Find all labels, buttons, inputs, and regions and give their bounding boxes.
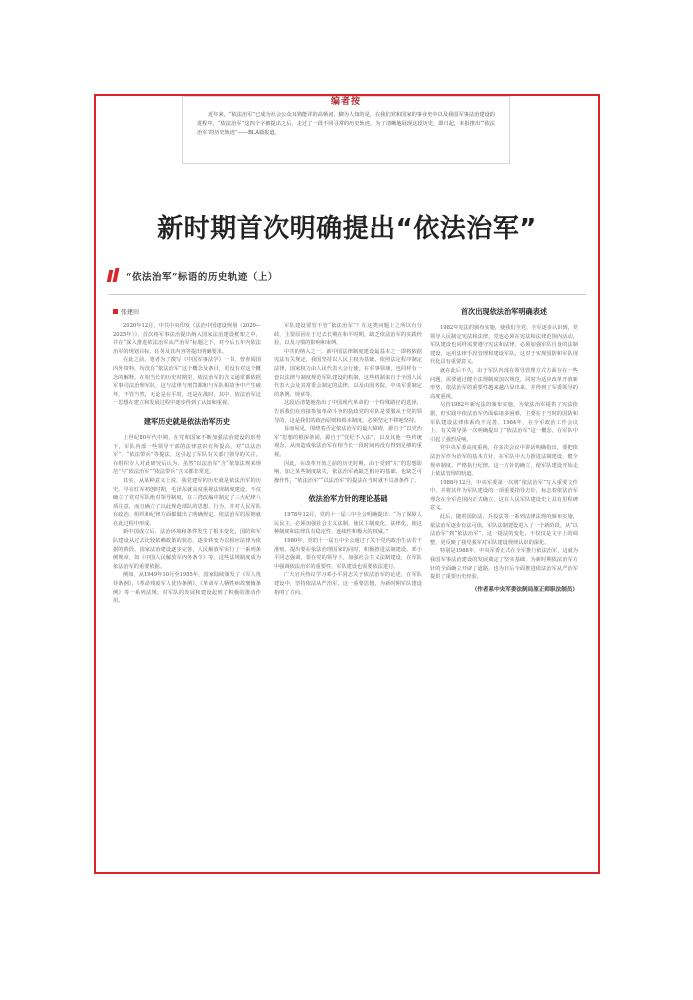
- paragraph: 此后，随着国防法、兵役法等一系列法律法规的颁布实施，依法治军逐步有法可依，军队法制建设进入了一个新阶段。从“以法治军”到“依法治军”，这一提法的变化，不仅仅是文字上的调整，更反映了我党我军对军队建设规律认识的深化。: [430, 514, 578, 546]
- paragraph: 军队建设要管不管“依法治军”？在这类问题上之所以有分歧，主要原因在于过去长期在和平时期，缺乏依法治军的实践经验，以及习惯的影响和束缚。: [274, 323, 422, 347]
- paragraph: 1982年宪法的颁布实施，使我们全党、全军逐步认识到，党领导人民制定宪法和法律，党也必须在宪法和法律范围内活动。军队建设也同样需要遵守宪法和法律，必须加强军队自身的法制建设，运用法律手段管理和建设军队，这对于实现国防和军队现代化具有重要意义。: [430, 325, 578, 366]
- paragraph: 就在此后不久，由于军队内部在领导管理方式方面存在一些问题，需要通过健全法规制度加以规范，同时为适应改革开放新形势，依法治军的重要性越来越凸显出来，并得到了军委领导的高度重视。: [430, 367, 578, 400]
- series-mark-icon: [108, 268, 122, 284]
- divider: [108, 294, 586, 295]
- byline: [113, 307, 139, 316]
- column-3: [430, 307, 578, 852]
- section-heading: 建军历史就是依法治军历史: [143, 416, 231, 426]
- series-title-row: [108, 268, 278, 284]
- editor-note-label: 编者按: [330, 97, 362, 107]
- paragraph: 这段话清楚地指出了中国现代革命的一个特殊路径的选择，告诉我们在直接参加革命斗争的执政党的军队是要服从于党的领导的，这是我们的政治原则和根本制度，必须坚定不移地坚持。: [274, 400, 422, 424]
- section-heading: 依法治军方针的理论基础: [308, 494, 388, 504]
- paragraph: 党中央军委高度重视，在多次会议中讲话明确指出，要把依法治军作为治军的基本方针，在军队中大力推进法制建设，健全规章制度，严格执行纪律。这一方针的确立，使军队建设开始走上依法管理的轨道。: [430, 445, 578, 478]
- byline-marker-icon: [113, 309, 118, 314]
- column-2: [274, 322, 422, 852]
- paragraph: 广大官兵热议学习邓小平同志关于依法治军的论述，在军队建设中，坚持依法从严治军，这一重要思想，为新时期军队建设指明了方向。: [274, 572, 422, 596]
- paragraph: 尽管1982年新宪法的颁布实施，为依法治军提供了宪法依据，但实践中依法治军仍面临诸多困难，主要在于当时的国防和军队建设法律体系尚不完善。1984年，在全军政治工作会议上，有关领导第一次明确提出了“依法治军”这一概念，在军队中引起了强烈反响。: [430, 402, 578, 443]
- paragraph: 例如，从1949年10月至1955年，国家陆续颁发了《军人优待条例》、《革命残废军人优待条例》、《革命军人牺牲病故褒恤条例》等一系列法规，对军队的发展和建设起到了积极的推动作用。: [113, 572, 261, 605]
- section-heading: 首次出现依法治军明确表述: [460, 307, 548, 316]
- paragraph: 新中国成立后，法治环境和条件发生了根本变化，国防和军队建设从过去比较依赖政策的状态，逐步转变为以相应法律为依据的阶段。国家法治建设逐步完善，人民解放军实行了一系列条例规章，如《中国人民解放军内务条令》等。这些法规制度成为依法治军的重要依据。: [113, 529, 261, 570]
- paragraph: 其实，从某种意义上说，我党建军的历史就是依法治军的历史。早在红军初创时期，毛泽东就高度重视法规制度建设，不仅确立了党对军队绝对领导制度，在三湾改编中制定了三大纪律八项注意，而且确立了以此规范部队的思想、行为，并对人民军队在政治、组织和纪律方面都做出了明确规定。依法治军的原则就在此过程中形成。: [113, 477, 261, 527]
- paragraph: 在此之前，笔者为了撰写《中国军事法学》一书，曾查阅国内外资料，均没有“依法治军”这个概念及条目，更没有对这个概念的解释。在相当长的历史时期里，依法治军的含义通常都依据军事司法治理军队，这与法律与刑罚都和与军队相故争中产生破坏，不管当然，无论是在平时，还是在战时，其中，依法治军这一思想在建立和发展过程中逐步得到了认知和重视。: [113, 357, 261, 407]
- paragraph: 1978年12月，党的十一届三中全会明确提出：“为了保障人民民主，必须加强社会主义法制，使民主制度化、法律化，使这种制度和法律具有稳定性、连续性和极大的权威。”: [274, 512, 422, 536]
- paragraph: 显而易见，围绕着否定依法治军的最大障碍，源自于“以党治军”思想的根深蒂固，源自于“党纪不入法”，以及其他一些传统观念，从而造成依法治军在相当长一段时间内没有得到足够的重视。: [274, 426, 422, 458]
- editor-note-box: [182, 96, 510, 164]
- author-name: 张建田: [121, 309, 140, 316]
- paragraph: 2020年12月，中共中央印发《法治中国建设规划（2020—2025年）》，首次将军事法治提出纳入国家法治建设框架之中，并在“深入推进依法治军从严治军”标题之下，对今后五年内依法治军的规划目标、任务及其内容等提出明确要求。: [113, 323, 261, 355]
- column-1: [113, 322, 261, 852]
- paragraph: 因此，在改革开放之前的历史时期，由于受到“左”的思想影响，加之某些制度缺失，依法治军就缺乏相应的基础，也缺乏可操作性，“依法治军”“以法治军”的提法在当时就不具备条件了。: [274, 460, 422, 484]
- series-title: “依法治军”标语的历史轨迹（上）: [126, 272, 278, 283]
- paragraph: 特别是1988年，中央军委正式在全军推行依法治军，这就为我国军事法治建设的发展奠定了坚实基础，为新时期依法治军方针的全面确立开辟了道路，也为日后全面推进依法治军从严治军提供了重要历史经验。: [430, 548, 578, 581]
- paragraph: 1980年，党的十一届五中全会通过了关于党内政治生活若干准则，提出要在依法治理国家的同时，积极推进法制建设。邓小平同志强调，要在党的领导下，加强社会主义法制建设，在军队中强调依法治军的重要性，军队建设也需要依法进行。: [274, 538, 422, 570]
- headline: 新时期首次明确提出“依法治军”: [157, 214, 537, 244]
- paragraph: 1988年12月，中央军委第一次将“依法治军”写入重要文件中，并将其作为军队建设的一项重要指导方针，标志着依法治军理念在全军范围内正式确立，这在人民军队建设史上具有里程碑意义。: [430, 479, 578, 512]
- paragraph: 上世纪80年代中期，在党和国家不断加强法治建设的形势下，军队内部一些领导干部的法律意识有所提高，对“以法治军”、“依法带兵”等提法，这引起了军队有关部门领导的关注。在组织专人对此研究后认为，虽然“以法治军”含“依靠法规来规范”与“依法治军”“依法带兵”含义都非常近。: [113, 434, 261, 476]
- author-note: （作者系中央军委法制局原正师职法制员）: [471, 586, 578, 593]
- paragraph: 中共的纳入之一，新中国法律制度建设最基本之一即将依据宪法有关规定，我国坚持以人民主权为基础，依照法定程序制定法律，国家权力由人民代表大会行使。在军事领域，也同样有一套以法律与制度规范军队建设的机制，这些机制来自于全国人民代表大会及其常委会制定的法律，以及由国务院、中央军委制定的条例、规章等。: [274, 348, 422, 398]
- editor-note-text: 近年来，“依法治军”已成为社会公众耳熟能详的高频词、脚为人知的是，在我们党和国家的事业史中以及我国军事法治建设的进程中，“依法治军”这四个字被提出之后，走过了一段不同寻常的历史轨迹。为了清晰地展现这段历史，即日起，本报推出“‘依法治军’的历史轨迹”——BLA篇报道。: [197, 112, 495, 136]
